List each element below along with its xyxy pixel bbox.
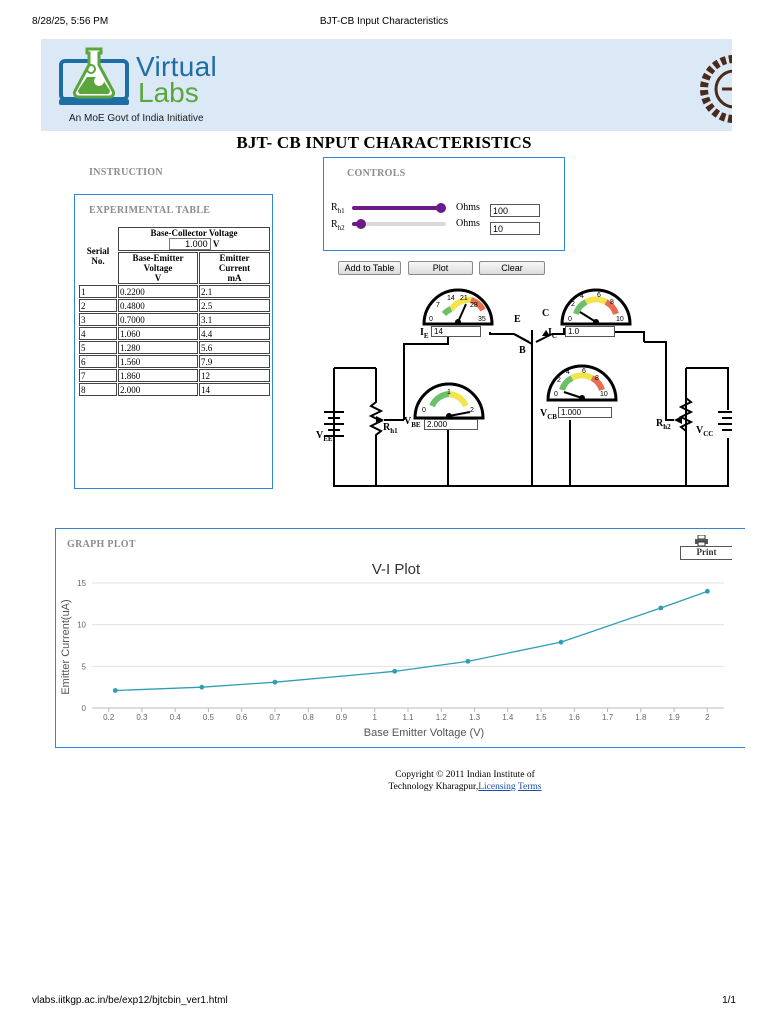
- print-header: [0, 16, 768, 32]
- svg-text:14: 14: [447, 295, 455, 302]
- y-tick-label: 10: [77, 620, 86, 630]
- terminal-e-label: E: [514, 314, 521, 325]
- svg-text:6: 6: [582, 368, 586, 375]
- svg-text:10: 10: [600, 391, 608, 398]
- data-point: [559, 640, 564, 645]
- x-tick-label: 2: [705, 713, 710, 722]
- x-tick-label: 0.2: [103, 713, 115, 722]
- svg-text:2: 2: [571, 301, 575, 308]
- print-url: vlabs.iitkgp.ac.in/be/exp12/bjtcbin_ver1.html: [32, 995, 228, 1006]
- x-tick-label: 1.4: [502, 713, 514, 722]
- data-point: [465, 659, 470, 664]
- ie-readout: [431, 326, 481, 337]
- svg-text:6: 6: [597, 292, 601, 299]
- page-title: BJT- CB INPUT CHARACTERISTICS: [236, 133, 532, 152]
- svg-text:35: 35: [478, 316, 486, 323]
- institute-emblem-icon: [696, 49, 732, 125]
- table-row: 1 0.2200 2.1: [79, 285, 270, 298]
- data-point: [658, 606, 663, 611]
- vcb-input[interactable]: [169, 238, 211, 250]
- x-tick-label: 1.3: [468, 713, 481, 722]
- circuit-diagram: [314, 282, 732, 494]
- x-tick-label: 1.7: [602, 713, 614, 722]
- x-tick-label: 1: [372, 713, 377, 722]
- print-page-title: BJT-CB Input Characteristics: [319, 16, 449, 27]
- svg-text:8: 8: [610, 299, 614, 306]
- y-tick-label: 5: [81, 662, 86, 672]
- rh1-slider[interactable]: [352, 206, 446, 210]
- rh2-value-input[interactable]: [490, 222, 540, 235]
- experimental-table: [78, 226, 271, 397]
- table-row: 3 0.7000 3.1: [79, 313, 270, 326]
- svg-text:2: 2: [470, 407, 474, 414]
- print-button[interactable]: Print: [680, 546, 732, 560]
- svg-text:0: 0: [568, 316, 572, 323]
- svg-text:21: 21: [460, 295, 468, 302]
- add-to-table-button[interactable]: Add to Table: [338, 261, 401, 275]
- x-axis-label: Base Emitter Voltage (V): [363, 727, 485, 739]
- rh1-circuit-label: $R_{h1}$: [383, 422, 398, 435]
- ie-header: Emitter Current mA: [199, 252, 270, 284]
- rh1-slider-fill: [352, 206, 441, 210]
- x-tick-label: 0.7: [269, 713, 281, 722]
- table-row: 8 2.000 14: [79, 383, 270, 396]
- ie-meter: [424, 290, 492, 325]
- terminal-c-label: C: [542, 308, 550, 319]
- table-row: 6 1.560 7.9: [79, 355, 270, 368]
- vbe-readout: [424, 419, 478, 430]
- x-tick-label: 0.8: [302, 713, 314, 722]
- vcb-readout: [558, 407, 612, 418]
- data-point: [113, 688, 118, 693]
- printer-icon[interactable]: [695, 535, 708, 546]
- vi-plot-chart: [56, 555, 732, 743]
- vcc-label: $V_{CC}$: [696, 425, 714, 438]
- header-banner: [41, 39, 732, 131]
- svg-text:8: 8: [595, 375, 599, 382]
- x-tick-label: 0.4: [169, 713, 181, 722]
- clear-button[interactable]: Clear: [479, 261, 545, 275]
- svg-text:0: 0: [429, 316, 433, 323]
- x-tick-label: 0.3: [136, 713, 148, 722]
- vbe-meter-label: $V_{BE}$: [404, 416, 421, 429]
- terminal-b-label: B: [519, 345, 526, 356]
- table-row: 5 1.280 5.6: [79, 341, 270, 354]
- table-row: 2 0.4800 2.5: [79, 299, 270, 312]
- ic-meter-label: $I_C$: [548, 327, 557, 340]
- data-point: [273, 680, 278, 685]
- vbe-header: Base-Emitter Voltage V: [118, 252, 198, 284]
- serial-header: Serial No.: [86, 245, 110, 266]
- controls-heading: CONTROLS: [347, 168, 406, 179]
- rh1-unit: Ohms: [456, 202, 480, 213]
- data-point: [392, 669, 397, 674]
- vcb-header: Base-Collector Voltage 1.000 V: [118, 227, 270, 251]
- rh1-slider-thumb[interactable]: [436, 203, 446, 213]
- virtual-labs-logo-icon: [59, 47, 129, 109]
- ic-meter: [562, 290, 630, 325]
- svg-text:0: 0: [422, 407, 426, 414]
- logo-labs-text: Labs: [138, 77, 199, 108]
- graph-plot-heading: GRAPH PLOT: [67, 539, 136, 550]
- x-tick-label: 1.2: [435, 713, 447, 722]
- svg-text:2: 2: [557, 377, 561, 384]
- logo-virtual-text: Virtual: [136, 51, 217, 82]
- y-tick-label: 0: [81, 704, 86, 713]
- x-tick-label: 0.5: [202, 713, 214, 722]
- ie-meter-label: $I_E$: [420, 327, 429, 340]
- x-tick-label: 0.6: [236, 713, 248, 722]
- svg-text:4: 4: [566, 369, 570, 376]
- vee-label: $V_{EE}$: [316, 430, 333, 443]
- svg-text:0: 0: [554, 391, 558, 398]
- rh1-label: $R_{h1}$: [331, 202, 345, 215]
- x-tick-label: 1.5: [535, 713, 547, 722]
- x-tick-label: 1.8: [635, 713, 647, 722]
- rh2-circuit-label: $R_{h2}$: [656, 418, 671, 431]
- series-line: [115, 591, 707, 690]
- print-page-number: 1/1: [722, 995, 736, 1006]
- print-timestamp: 8/28/25, 5:56 PM: [32, 16, 109, 27]
- rh2-label: $R_{h2}$: [331, 219, 345, 232]
- vcb-meter: [548, 366, 616, 401]
- vbe-meter: [415, 384, 483, 419]
- table-row: 4 1.060 4.4: [79, 327, 270, 340]
- svg-text:10: 10: [616, 316, 624, 323]
- logo-tagline: An MoE Govt of India Initiative: [69, 113, 204, 124]
- data-point: [705, 589, 710, 594]
- svg-text:7: 7: [436, 302, 440, 309]
- y-axis-label: Emitter Current(uA): [60, 599, 72, 695]
- chart-title: V-I Plot: [371, 561, 421, 578]
- svg-text:1: 1: [447, 389, 451, 396]
- licensing-link[interactable]: Licensing: [478, 782, 516, 792]
- x-tick-label: 1.6: [568, 713, 580, 722]
- rh2-unit: Ohms: [456, 218, 480, 229]
- ic-readout: [565, 326, 615, 337]
- x-tick-label: 0.9: [335, 713, 348, 722]
- rh1-value-input[interactable]: [490, 204, 540, 217]
- table-row: 7 1.860 12: [79, 369, 270, 382]
- svg-text:4: 4: [580, 293, 584, 300]
- svg-text:28: 28: [470, 302, 478, 309]
- y-tick-label: 15: [77, 579, 86, 588]
- rh2-slider[interactable]: [352, 222, 446, 226]
- x-tick-label: 1.1: [402, 713, 414, 722]
- experimental-table-heading: EXPERIMENTAL TABLE: [89, 205, 211, 216]
- x-tick-label: 1.9: [668, 713, 680, 722]
- data-point: [199, 685, 204, 690]
- plot-button[interactable]: Plot: [408, 261, 473, 275]
- instruction-tab[interactable]: INSTRUCTION: [89, 167, 163, 178]
- vcb-meter-label: $V_{CB}$: [540, 408, 557, 421]
- copyright: Copyright © 2011 Indian Institute of Technology Kharagpur,Licensing Terms: [388, 770, 542, 792]
- terms-link[interactable]: Terms: [517, 782, 542, 792]
